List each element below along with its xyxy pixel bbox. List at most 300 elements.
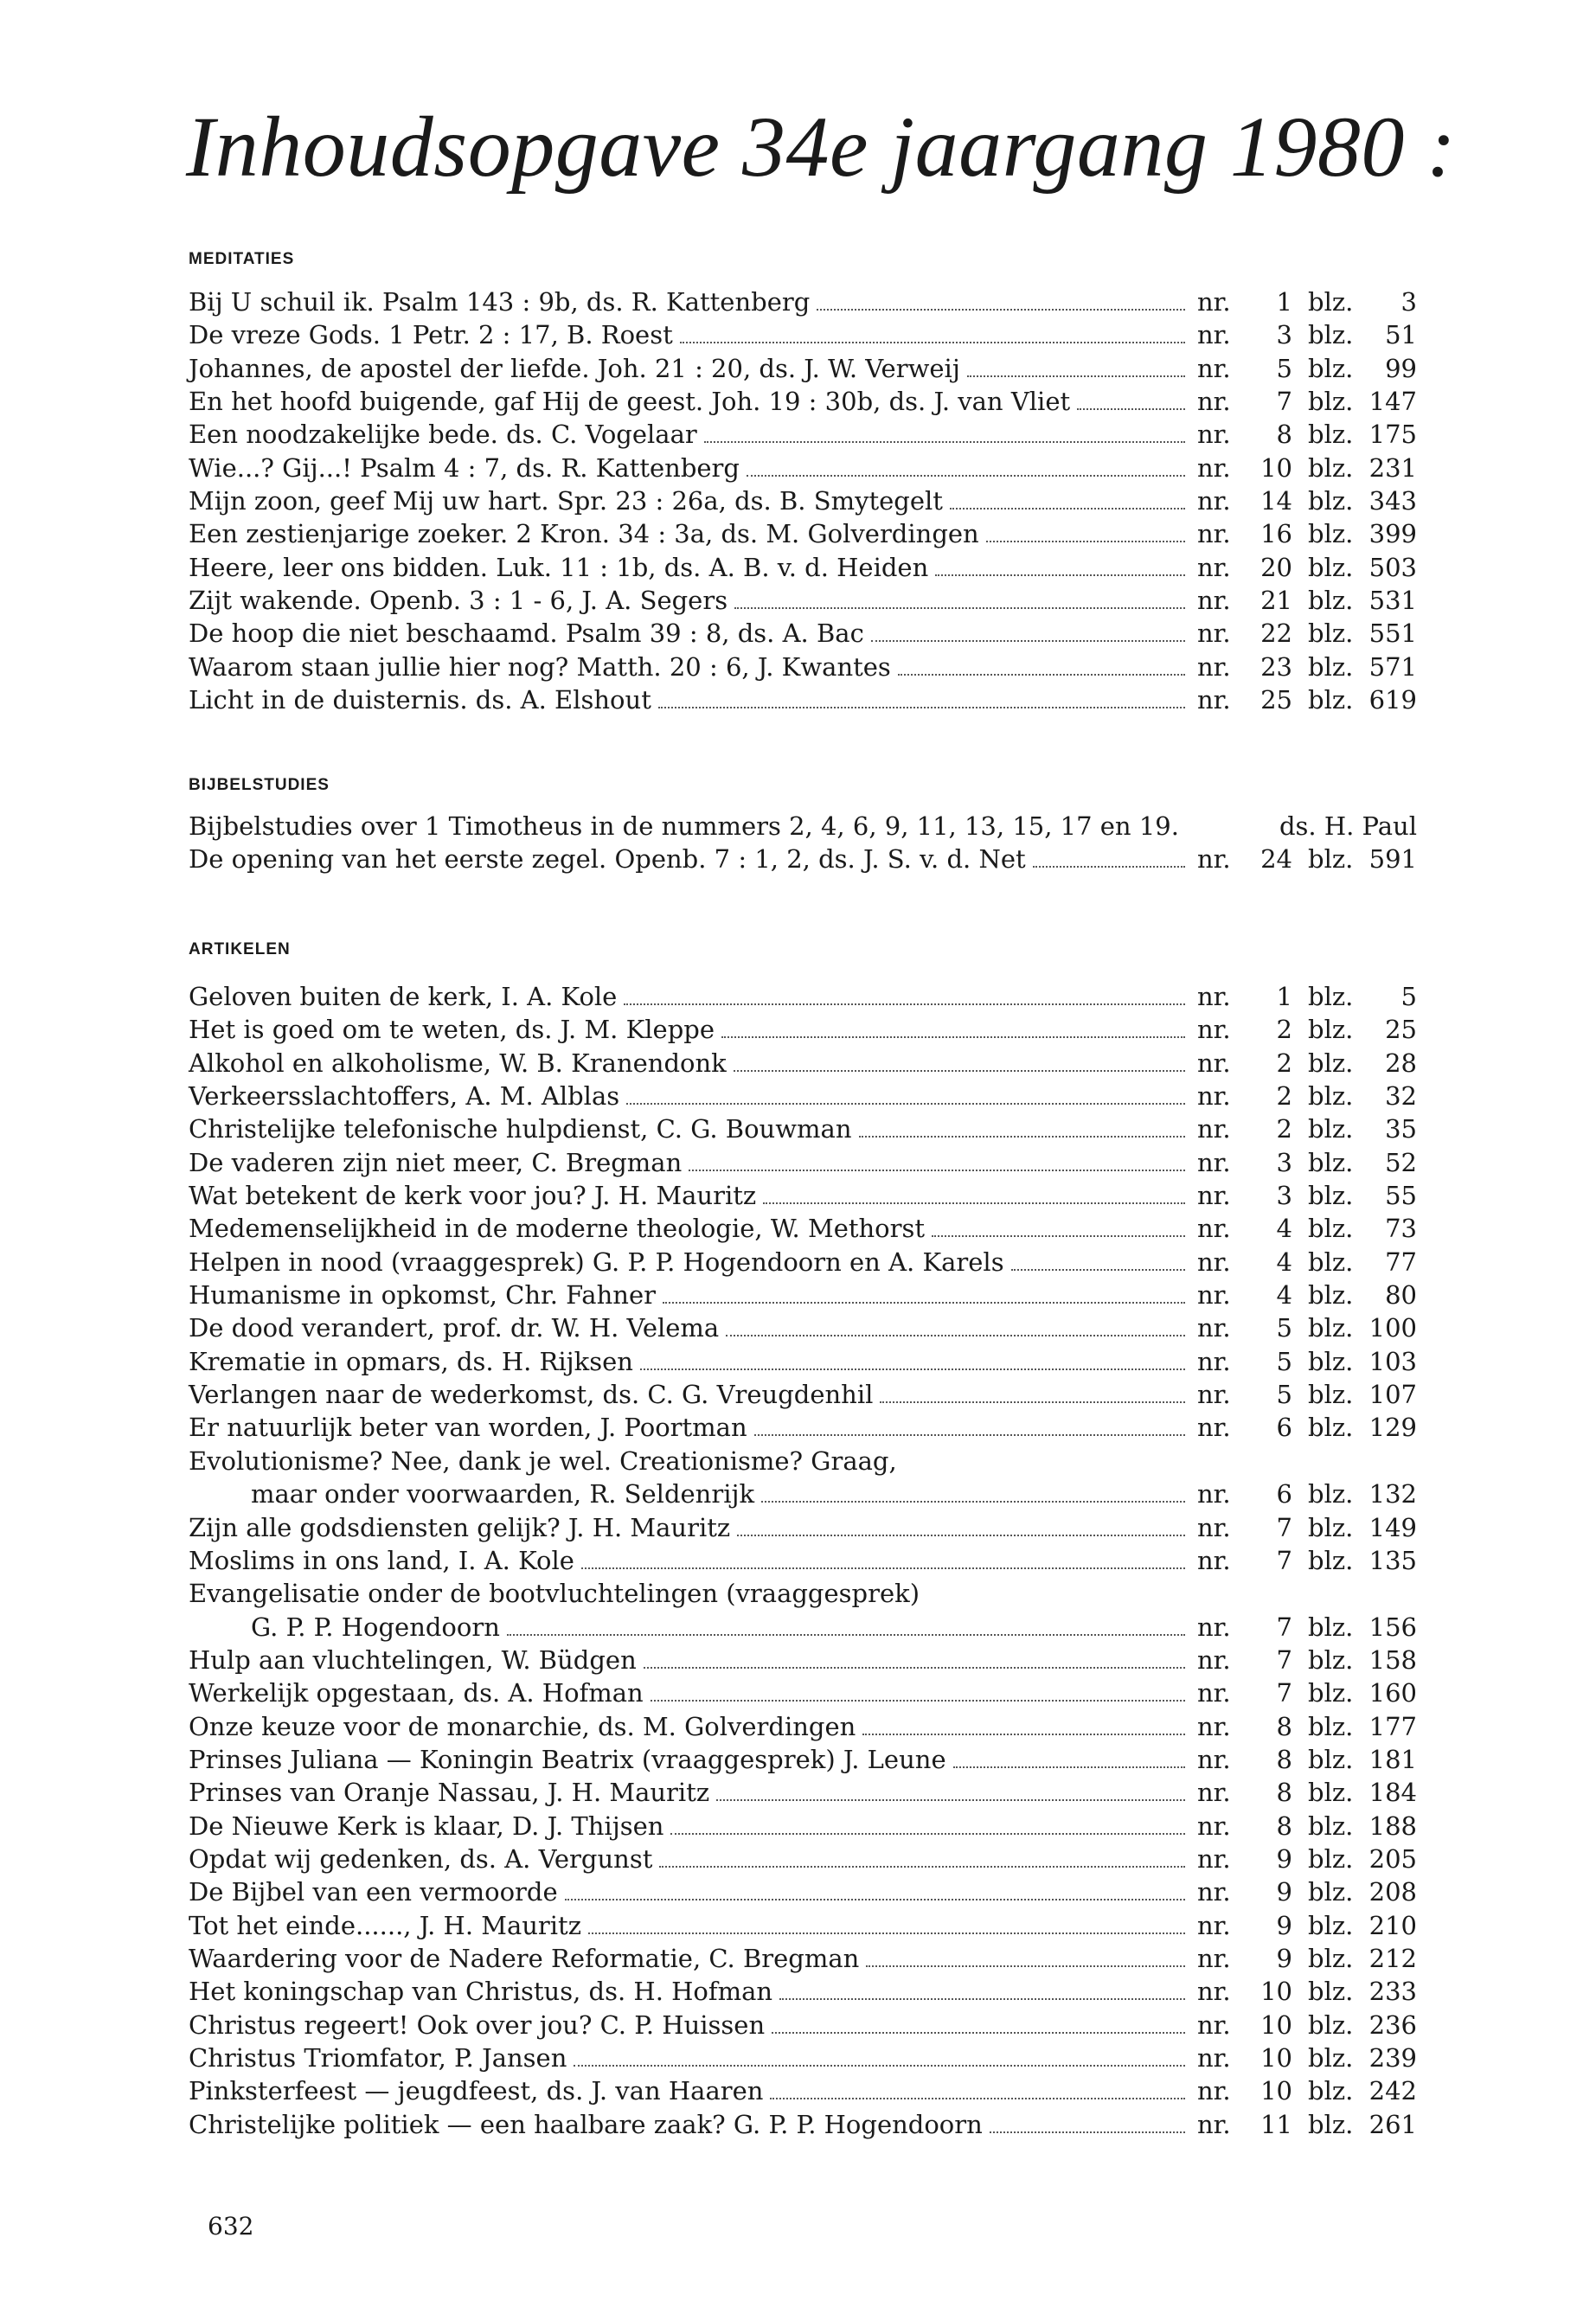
entry-title: Medemenselijkheid in de moderne theologie, W. Methorst: [189, 1214, 926, 1244]
entry-author: ds. H. Paul: [1279, 811, 1417, 841]
dot-leader: [624, 1003, 1185, 1005]
entry-title: Waardering voor de Nadere Reformatie, C. Bregman: [189, 1943, 860, 1973]
section-heading-artikelen: ARTIKELEN: [189, 940, 291, 958]
entry-nr-label: nr.: [1197, 1644, 1231, 1675]
entry-issue-number: 9: [1276, 1843, 1292, 1874]
entry-page-number: 80: [1385, 1280, 1417, 1311]
entry-page-number: 212: [1368, 1943, 1417, 1973]
entry-nr-label: nr.: [1197, 1977, 1231, 2007]
dot-leader: [680, 342, 1185, 343]
entry-nr-label: nr.: [1197, 1678, 1231, 1708]
entry-issue-number: 9: [1276, 1877, 1292, 1907]
entry-nr-label: nr.: [1197, 1778, 1231, 1808]
entry-page-number: 51: [1385, 320, 1417, 350]
entry-page-number: 175: [1368, 420, 1417, 450]
entry-title: Heere, leer ons bidden. Luk. 11 : 1b, ds. A. B. v. d. Heiden: [189, 552, 929, 582]
toc-entry: [189, 1311, 1417, 1344]
entry-issue-number: 1: [1276, 982, 1292, 1011]
entry-blz-label: blz.: [1308, 1015, 1354, 1045]
entry-issue-number: 25: [1260, 685, 1292, 715]
entry-title: Er natuurlijk beter van worden, J. Poortman: [189, 1413, 747, 1443]
entry-title: Zijn alle godsdiensten gelijk? J. H. Mauritz: [189, 1512, 731, 1542]
dot-leader: [862, 1734, 1185, 1735]
toc-entry: [189, 1810, 1417, 1843]
entry-blz-label: blz.: [1308, 2009, 1354, 2040]
entry-blz-label: blz.: [1308, 1081, 1354, 1112]
dot-leader: [950, 508, 1185, 510]
entry-page-number: 551: [1368, 619, 1417, 649]
entry-issue-number: 4: [1276, 1280, 1292, 1311]
entry-nr-label: nr.: [1197, 1612, 1231, 1642]
entry-page-number: 25: [1385, 1015, 1417, 1045]
entry-issue-number: 10: [1260, 452, 1292, 483]
entry-blz-label: blz.: [1308, 1512, 1354, 1542]
entry-nr-label: nr.: [1197, 1877, 1231, 1907]
entry-issue-number: 8: [1276, 1744, 1292, 1774]
entry-nr-label: nr.: [1197, 1048, 1231, 1078]
entry-issue-number: 10: [1260, 2043, 1292, 2073]
entry-title: Christus Triomfator, P. Jansen: [189, 2043, 567, 2073]
dot-leader: [734, 1070, 1185, 1072]
dot-leader: [898, 674, 1185, 676]
entry-issue-number: 3: [1276, 320, 1292, 350]
entry-issue-number: 2: [1276, 1048, 1292, 1078]
entry-page-number: 591: [1368, 844, 1417, 875]
toc-entry: [189, 1743, 1417, 1776]
entry-issue-number: 2: [1276, 1081, 1292, 1112]
dot-leader: [689, 1170, 1185, 1171]
toc-entry: [189, 683, 1417, 716]
dot-leader: [704, 441, 1185, 443]
entry-blz-label: blz.: [1308, 2076, 1354, 2106]
dot-leader: [859, 1136, 1185, 1138]
entry-title: Werkelijk opgestaan, ds. A. Hofman: [189, 1678, 644, 1708]
entry-title: Moslims in ons land, I. A. Kole: [189, 1545, 574, 1575]
toc-entry: [189, 452, 1417, 484]
dot-leader: [1077, 408, 1185, 410]
entry-page-number: 208: [1368, 1877, 1417, 1907]
entry-blz-label: blz.: [1308, 420, 1354, 450]
dot-leader: [1033, 866, 1185, 868]
entry-page-number: 52: [1385, 1147, 1417, 1177]
entry-blz-label: blz.: [1308, 1048, 1354, 1078]
entry-nr-label: nr.: [1197, 2109, 1231, 2139]
entry-page-number: 129: [1368, 1413, 1417, 1443]
dot-leader: [763, 1202, 1185, 1204]
entry-issue-number: 10: [1260, 2076, 1292, 2106]
entry-issue-number: 14: [1260, 486, 1292, 516]
entry-page-number: 32: [1385, 1081, 1417, 1112]
entry-page-number: 107: [1368, 1380, 1417, 1410]
entry-nr-label: nr.: [1197, 1811, 1231, 1841]
entry-title: Onze keuze voor de monarchie, ds. M. Golverdingen: [189, 1711, 856, 1741]
entry-page-number: 135: [1368, 1545, 1417, 1575]
entry-title: Bij U schuil ik. Psalm 143 : 9b, ds. R. Kattenberg: [189, 287, 811, 317]
dot-leader: [659, 1866, 1185, 1868]
entry-blz-label: blz.: [1308, 1644, 1354, 1675]
toc-entry: [189, 2009, 1417, 2041]
entry-title: Hulp aan vluchtelingen, W. Büdgen: [189, 1644, 637, 1675]
entry-page-number: 531: [1368, 586, 1417, 616]
entry-blz-label: blz.: [1308, 2109, 1354, 2139]
entry-page-number: 149: [1368, 1512, 1417, 1542]
entry-issue-number: 1: [1276, 287, 1292, 317]
entry-blz-label: blz.: [1308, 1877, 1354, 1907]
toc-entry: [189, 551, 1417, 584]
dot-leader: [932, 1235, 1185, 1237]
entry-blz-label: blz.: [1308, 1977, 1354, 2007]
entry-nr-label: nr.: [1197, 1247, 1231, 1277]
entry-nr-label: nr.: [1197, 1910, 1231, 1940]
toc-entry: [189, 810, 1417, 843]
entry-issue-number: 24: [1260, 844, 1292, 875]
entry-title: G. P. P. Hogendoorn: [251, 1612, 500, 1642]
toc-entry: [189, 1544, 1417, 1577]
entry-blz-label: blz.: [1308, 287, 1354, 317]
toc-entry: [189, 1146, 1417, 1179]
entry-page-number: 3: [1401, 287, 1417, 317]
entry-nr-label: nr.: [1197, 486, 1231, 516]
entry-issue-number: 9: [1276, 1943, 1292, 1973]
entry-issue-number: 2: [1276, 1015, 1292, 1045]
dot-leader: [588, 1932, 1185, 1934]
entry-nr-label: nr.: [1197, 2076, 1231, 2106]
entry-issue-number: 21: [1260, 586, 1292, 616]
dot-leader: [779, 1998, 1185, 2000]
entry-title: Wat betekent de kerk voor jou? J. H. Mauritz: [189, 1181, 757, 1211]
entry-blz-label: blz.: [1308, 486, 1354, 516]
entry-blz-label: blz.: [1308, 1147, 1354, 1177]
entry-page-number: 205: [1368, 1843, 1417, 1874]
entry-issue-number: 2: [1276, 1114, 1292, 1144]
dot-leader: [935, 574, 1185, 576]
entry-blz-label: blz.: [1308, 2043, 1354, 2073]
toc-entry: [189, 2074, 1417, 2107]
entry-blz-label: blz.: [1308, 1181, 1354, 1211]
entry-nr-label: nr.: [1197, 287, 1231, 317]
entry-issue-number: 3: [1276, 1147, 1292, 1177]
entry-nr-label: nr.: [1197, 1479, 1231, 1509]
entry-issue-number: 7: [1276, 1678, 1292, 1708]
entry-page-number: 73: [1385, 1214, 1417, 1244]
entry-issue-number: 8: [1276, 1711, 1292, 1741]
entry-nr-label: nr.: [1197, 619, 1231, 649]
entry-title: Opdat wij gedenken, ds. A. Vergunst: [189, 1843, 653, 1874]
toc-entry: [189, 1511, 1417, 1544]
entry-blz-label: blz.: [1308, 651, 1354, 682]
toc-entry: [189, 318, 1417, 351]
toc-entry: [189, 1975, 1417, 2008]
entry-issue-number: 6: [1276, 1479, 1292, 1509]
entry-blz-label: blz.: [1308, 1910, 1354, 1940]
entry-nr-label: nr.: [1197, 651, 1231, 682]
entry-blz-label: blz.: [1308, 1346, 1354, 1376]
entry-page-number: 156: [1368, 1612, 1417, 1642]
artikelen-list: [189, 980, 1417, 2141]
entry-blz-label: blz.: [1308, 353, 1354, 383]
entry-blz-label: blz.: [1308, 1943, 1354, 1973]
meditaties-list: [189, 285, 1417, 716]
entry-page-number: 236: [1368, 2009, 1417, 2040]
dot-leader: [726, 1335, 1185, 1336]
entry-title-line: Evolutionisme? Nee, dank je wel. Creationisme? Graag,: [189, 1445, 897, 1476]
toc-entry: [189, 2108, 1417, 2141]
toc-entry: [189, 1875, 1417, 1908]
dot-leader: [1011, 1269, 1185, 1271]
entry-page-number: 619: [1368, 685, 1417, 715]
toc-entry: [189, 1246, 1417, 1279]
entry-nr-label: nr.: [1197, 1181, 1231, 1211]
dot-leader: [663, 1302, 1185, 1304]
entry-blz-label: blz.: [1308, 844, 1354, 875]
entry-title: Verlangen naar de wederkomst, ds. C. G. Vreugdenhil: [189, 1380, 874, 1410]
entry-page-number: 503: [1368, 552, 1417, 582]
entry-page-number: 242: [1368, 2076, 1417, 2106]
dot-leader: [953, 1766, 1185, 1768]
entry-title: De hoop die niet beschaamd. Psalm 39 : 8, ds. A. Bac: [189, 619, 864, 649]
entry-nr-label: nr.: [1197, 1380, 1231, 1410]
entry-title: Het koningschap van Christus, ds. H. Hofman: [189, 1977, 773, 2007]
dot-leader: [626, 1103, 1185, 1105]
entry-title: Christelijke politiek — een haalbare zaak? G. P. P. Hogendoorn: [189, 2109, 983, 2139]
dot-leader: [574, 2065, 1185, 2067]
entry-title: Wie...? Gij...! Psalm 4 : 7, ds. R. Kattenberg: [189, 452, 740, 483]
entry-page-number: 103: [1368, 1346, 1417, 1376]
dot-leader: [747, 475, 1185, 477]
entry-nr-label: nr.: [1197, 2009, 1231, 2040]
entry-page-number: 77: [1385, 1247, 1417, 1277]
entry-title: Het is goed om te weten, ds. J. M. Kleppe: [189, 1015, 715, 1045]
toc-entry: [189, 1477, 1417, 1510]
entry-nr-label: nr.: [1197, 1015, 1231, 1045]
entry-blz-label: blz.: [1308, 1214, 1354, 1244]
entry-title: Helpen in nood (vraaggesprek) G. P. P. Hogendoorn en A. Karels: [189, 1247, 1004, 1277]
entry-blz-label: blz.: [1308, 1413, 1354, 1443]
entry-title: Verkeersslachtoffers, A. M. Alblas: [189, 1081, 620, 1112]
entry-nr-label: nr.: [1197, 1214, 1231, 1244]
dot-leader: [967, 375, 1185, 377]
bijbelstudies-list: [189, 810, 1417, 876]
entry-page-number: 231: [1368, 452, 1417, 483]
entry-blz-label: blz.: [1308, 1380, 1354, 1410]
entry-title: Geloven buiten de kerk, I. A. Kole: [189, 982, 618, 1011]
dot-leader: [734, 607, 1185, 609]
entry-page-number: 100: [1368, 1313, 1417, 1343]
section-heading-bijbelstudies: BIJBELSTUDIES: [189, 776, 330, 794]
entry-nr-label: nr.: [1197, 552, 1231, 582]
entry-page-number: 188: [1368, 1811, 1417, 1841]
toc-entry: [189, 1776, 1417, 1809]
entry-issue-number: 7: [1276, 387, 1292, 417]
section-heading-meditaties: MEDITATIES: [189, 250, 295, 268]
entry-page-number: 132: [1368, 1479, 1417, 1509]
entry-blz-label: blz.: [1308, 1612, 1354, 1642]
entry-issue-number: 8: [1276, 1811, 1292, 1841]
toc-entry: [189, 1013, 1417, 1046]
entry-nr-label: nr.: [1197, 1147, 1231, 1177]
entry-page-number: 571: [1368, 651, 1417, 682]
toc-entry: [189, 1112, 1417, 1145]
entry-title: maar onder voorwaarden, R. Seldenrijk: [251, 1479, 755, 1509]
entry-nr-label: nr.: [1197, 1346, 1231, 1376]
entry-issue-number: 23: [1260, 651, 1292, 682]
toc-entry: [189, 1179, 1417, 1212]
toc-entry: [189, 1378, 1417, 1411]
entry-nr-label: nr.: [1197, 982, 1231, 1011]
entry-title-line: Evangelisatie onder de bootvluchtelingen (vraaggesprek): [189, 1579, 920, 1609]
entry-title: Alkohol en alkoholisme, W. B. Kranendonk: [189, 1048, 727, 1078]
entry-blz-label: blz.: [1308, 1545, 1354, 1575]
entry-nr-label: nr.: [1197, 1744, 1231, 1774]
entry-page-number: 261: [1368, 2109, 1417, 2139]
toc-entry: [189, 484, 1417, 517]
entry-blz-label: blz.: [1308, 1114, 1354, 1144]
entry-nr-label: nr.: [1197, 1545, 1231, 1575]
page-number: 632: [208, 2212, 254, 2240]
toc-entry: [189, 285, 1417, 318]
entry-blz-label: blz.: [1308, 1479, 1354, 1509]
entry-nr-label: nr.: [1197, 1843, 1231, 1874]
entry-nr-label: nr.: [1197, 387, 1231, 417]
entry-issue-number: 10: [1260, 1977, 1292, 2007]
entry-blz-label: blz.: [1308, 1811, 1354, 1841]
entry-page-number: 177: [1368, 1711, 1417, 1741]
entry-issue-number: 16: [1260, 519, 1292, 549]
entry-blz-label: blz.: [1308, 1678, 1354, 1708]
entry-issue-number: 11: [1260, 2109, 1292, 2139]
entry-title: Prinses Juliana — Koningin Beatrix (vraaggesprek) J. Leune: [189, 1744, 946, 1774]
entry-title: Pinksterfeest — jeugdfeest, ds. J. van Haaren: [189, 2076, 764, 2106]
entry-title: De opening van het eerste zegel. Openb. 7 : 1, 2, ds. J. S. v. d. Net: [189, 844, 1026, 875]
entry-nr-label: nr.: [1197, 1512, 1231, 1542]
entry-issue-number: 7: [1276, 1612, 1292, 1642]
dot-leader: [658, 707, 1185, 708]
entry-nr-label: nr.: [1197, 353, 1231, 383]
entry-issue-number: 7: [1276, 1644, 1292, 1675]
toc-entry: [189, 517, 1417, 550]
entry-nr-label: nr.: [1197, 420, 1231, 450]
entry-title: De vaderen zijn niet meer, C. Bregman: [189, 1147, 683, 1177]
toc-entry: [189, 584, 1417, 617]
dot-leader: [565, 1899, 1185, 1900]
entry-issue-number: 8: [1276, 1778, 1292, 1808]
toc-entry: [189, 1942, 1417, 1975]
entry-issue-number: 4: [1276, 1247, 1292, 1277]
toc-entry: [189, 1676, 1417, 1709]
toc-entry: [189, 1279, 1417, 1311]
dot-leader: [651, 1700, 1185, 1702]
entry-page-number: 184: [1368, 1778, 1417, 1808]
dot-leader: [670, 1833, 1185, 1835]
dot-leader: [507, 1634, 1185, 1636]
entry-page-number: 28: [1385, 1048, 1417, 1078]
entry-nr-label: nr.: [1197, 844, 1231, 875]
entry-issue-number: 5: [1276, 1346, 1292, 1376]
entry-page-number: 35: [1385, 1114, 1417, 1144]
entry-title: Johannes, de apostel der liefde. Joh. 21 : 20, ds. J. W. Verweij: [189, 353, 960, 383]
entry-title: Zijt wakende. Openb. 3 : 1 - 6, J. A. Segers: [189, 586, 728, 616]
entry-nr-label: nr.: [1197, 1114, 1231, 1144]
entry-nr-label: nr.: [1197, 519, 1231, 549]
entry-title: Humanisme in opkomst, Chr. Fahner: [189, 1280, 656, 1311]
entry-blz-label: blz.: [1308, 1744, 1354, 1774]
entry-blz-label: blz.: [1308, 452, 1354, 483]
toc-entry: [189, 2041, 1417, 2074]
entry-page-number: 147: [1368, 387, 1417, 417]
dot-leader: [721, 1036, 1185, 1038]
page-title: Inhoudsopgave 34e jaargang 1980 :: [186, 99, 1457, 195]
dot-leader: [817, 309, 1185, 311]
entry-blz-label: blz.: [1308, 1778, 1354, 1808]
dot-leader: [986, 541, 1185, 542]
entry-title: De Nieuwe Kerk is klaar, D. J. Thijsen: [189, 1811, 664, 1841]
entry-title: Krematie in opmars, ds. H. Rijksen: [189, 1346, 633, 1376]
entry-title: Een noodzakelijke bede. ds. C. Vogelaar: [189, 420, 697, 450]
entry-nr-label: nr.: [1197, 452, 1231, 483]
toc-entry: [189, 651, 1417, 683]
entry-page-number: 343: [1368, 486, 1417, 516]
dot-leader: [644, 1667, 1185, 1669]
entry-blz-label: blz.: [1308, 982, 1354, 1011]
entry-page-number: 5: [1401, 982, 1417, 1011]
entry-page-number: 233: [1368, 1977, 1417, 2007]
dot-leader: [770, 2098, 1185, 2099]
dot-leader: [772, 2032, 1185, 2034]
entry-blz-label: blz.: [1308, 320, 1354, 350]
toc-entry: [189, 1047, 1417, 1080]
toc-entry: [189, 843, 1417, 875]
entry-title: Christelijke telefonische hulpdienst, C. G. Bouwman: [189, 1114, 852, 1144]
entry-title: En het hoofd buigende, gaf Hij de geest. Joh. 19 : 30b, ds. J. van Vliet: [189, 387, 1071, 417]
entry-blz-label: blz.: [1308, 1843, 1354, 1874]
entry-nr-label: nr.: [1197, 1313, 1231, 1343]
entry-title: De vreze Gods. 1 Petr. 2 : 17, B. Roest: [189, 320, 673, 350]
entry-title: Prinses van Oranje Nassau, J. H. Mauritz: [189, 1778, 710, 1808]
entry-page-number: 239: [1368, 2043, 1417, 2073]
toc-entry: [189, 418, 1417, 451]
entry-nr-label: nr.: [1197, 2043, 1231, 2073]
entry-issue-number: 22: [1260, 619, 1292, 649]
dot-leader: [640, 1368, 1185, 1370]
entry-title: Tot het einde......, J. H. Mauritz: [189, 1910, 581, 1940]
dot-leader: [880, 1401, 1185, 1403]
toc-entry: [189, 385, 1417, 418]
entry-nr-label: nr.: [1197, 1943, 1231, 1973]
entry-nr-label: nr.: [1197, 1711, 1231, 1741]
entry-blz-label: blz.: [1308, 1280, 1354, 1311]
entry-title: Een zestienjarige zoeker. 2 Kron. 34 : 3a, ds. M. Golverdingen: [189, 519, 979, 549]
entry-title: Mijn zoon, geef Mij uw hart. Spr. 23 : 26a, ds. B. Smytegelt: [189, 486, 943, 516]
entry-title: De Bijbel van een vermoorde: [189, 1877, 558, 1907]
entry-title: Bijbelstudies over 1 Timotheus in de nummers 2, 4, 6, 9, 11, 13, 15, 17 en 19.: [189, 811, 1179, 841]
entry-page-number: 158: [1368, 1644, 1417, 1675]
entry-title: De dood verandert, prof. dr. W. H. Velema: [189, 1313, 720, 1343]
entry-blz-label: blz.: [1308, 552, 1354, 582]
dot-leader: [990, 2131, 1185, 2133]
entry-issue-number: 7: [1276, 1512, 1292, 1542]
dot-leader: [716, 1799, 1185, 1801]
entry-nr-label: nr.: [1197, 1280, 1231, 1311]
entry-issue-number: 5: [1276, 1380, 1292, 1410]
entry-page-number: 181: [1368, 1744, 1417, 1774]
entry-blz-label: blz.: [1308, 685, 1354, 715]
entry-blz-label: blz.: [1308, 1711, 1354, 1741]
entry-page-number: 55: [1385, 1181, 1417, 1211]
entry-issue-number: 5: [1276, 353, 1292, 383]
entry-nr-label: nr.: [1197, 320, 1231, 350]
entry-title: Licht in de duisternis. ds. A. Elshout: [189, 685, 651, 715]
entry-blz-label: blz.: [1308, 586, 1354, 616]
